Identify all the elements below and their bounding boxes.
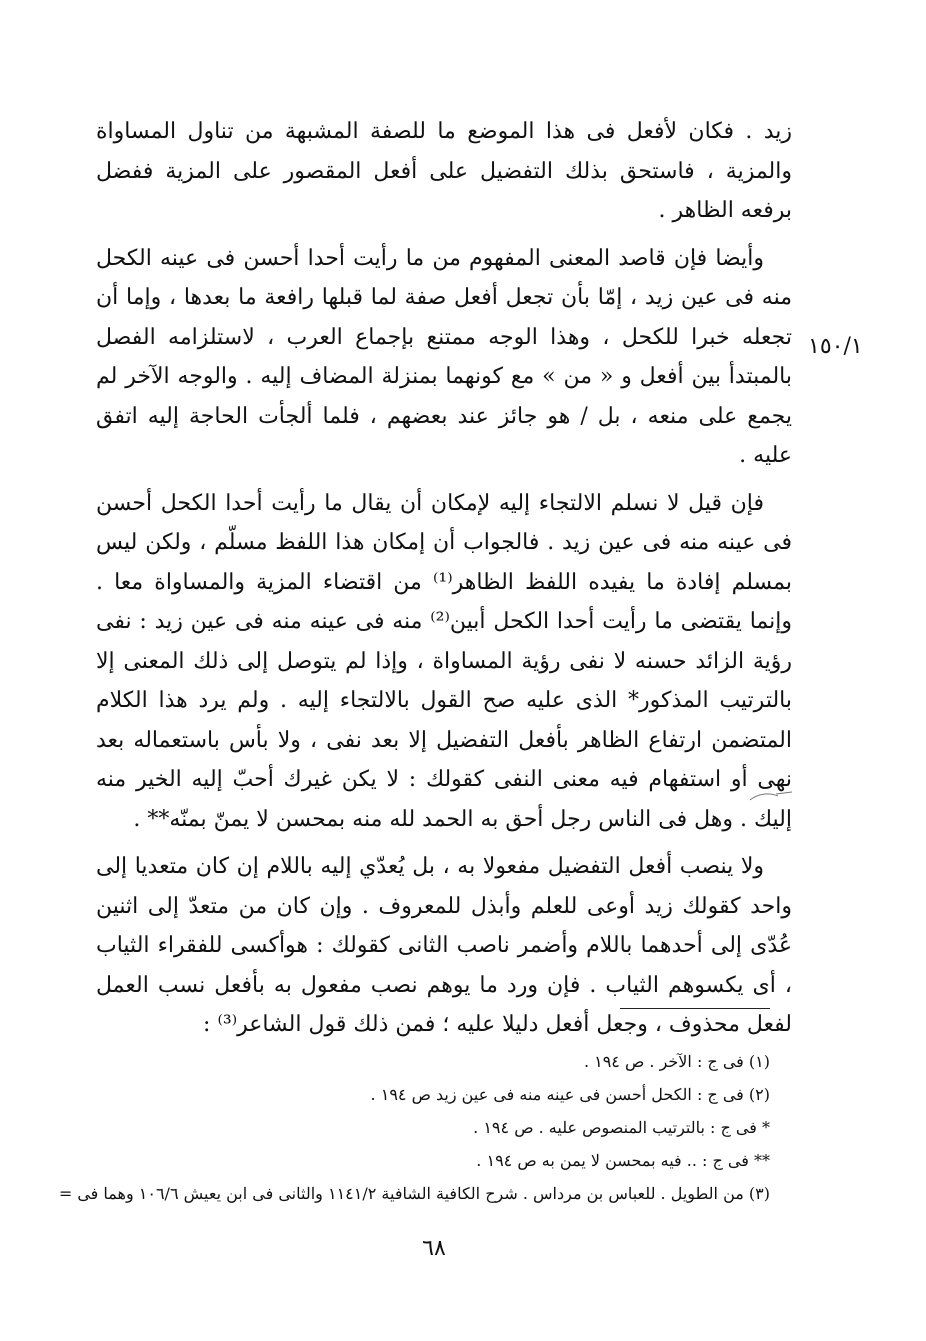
footnote-star: * فى ج : بالترتيب المنصوص عليه . ص ١٩٤ . <box>473 1118 770 1137</box>
footnote-1: (١) فى ج : الآخر . ص ١٩٤ . <box>583 1052 770 1071</box>
main-text <box>96 112 792 1045</box>
footnote-divider <box>620 1008 770 1009</box>
paragraph-2: وأيضا فإن قاصد المعنى المفهوم من ما رأيت أحدا أحسن فى عينه الكحل منه فى عين زيد ، إمّا بأن تجعل أفعل صفة لما قبلها رافعة ما بعدها ، وإما أن تجعله خبرا للكحل ، وهذا الوجه ممتنع بإجماع العرب ، لاستلزامه الفصل بالمبتدأ بين أفعل و « من » مع كونهما بمنزلة المضاف إليه . والوجه الآخر لم يجمع على منعه ، بل / هو جائز عند بعضهم ، فلما ألجأت الحاجة إليه اتفق عليه . <box>96 245 792 468</box>
paragraph-1: زيد . فكان لأفعل فى هذا الموضع ما للصفة المشبهة من تناول المساواة والمزية ، فاستحق بذلك التفضيل على أفعل المقصور على المزية ففضل برفعه الظاهر . <box>96 119 792 223</box>
margin-folio-note: ١٥٠/١ <box>808 334 863 359</box>
footnote-double-star: ** فى ج : .. فيه بمحسن لا يمن به ص ١٩٤ . <box>476 1151 770 1170</box>
paragraph-3: فإن قيل لا نسلم الالتجاء إليه لإمكان أن يقال ما رأيت أحدا الكحل أحسن فى عينه منه فى عين زيد . فالجواب أن إمكان هذا اللفظ مسلّم ، ولكن ليس بمسلم إفادة ما يفيده اللفظ الظاهر⁽¹⁾ من اقتضاء المزية والمساواة معا . وإنما يقتضى ما رأيت أحدا الكحل أبين⁽²⁾ منه فى عينه منه فى عين زيد : نفى رؤية الزائد حسنه لا نفى رؤية المساواة ، وإذا لم يتوصل إلى ذلك المعنى إلا بالترتيب المذكور* الذى عليه صح القول بالالتجاء إليه . ولم يرد هذا الكلام المتضمن ارتفاع الظاهر بأفعل التفضيل إلا بعد نفى ، ولا بأس باستعماله بعد نهى أو استفهام فيه معنى النفى كقولك : لا يكن غيرك أحبّ إليه الخير منه إليك . وهل فى الناس رجل أحق به الحمد لله منه بمحسن لا يمنّ بمنّه** . <box>96 490 792 832</box>
page-number: ٦٨ <box>422 1236 446 1261</box>
handwritten-pen-mark-icon <box>748 788 794 810</box>
footnote-3: (٣) من الطويل . للعباس بن مرداس . شرح الكافية الشافية ١١٤١/٢ والثانى فى ابن يعيش ١٠٦/٦ وهما فى = <box>58 1184 770 1203</box>
footnote-2: (٢) فى ج : الكحل أحسن فى عينه منه فى عين زيد ص ١٩٤ . <box>370 1085 770 1104</box>
paragraph-4: ولا ينصب أفعل التفضيل مفعولا به ، بل يُعدّي إليه باللام إن كان متعديا إلى واحد كقولك زيد أوعى للعلم وأبذل للمعروف . وإن كان من متعدّ إلى اثنين عُدّى إلى أحدهما باللام وأضمر ناصب الثانى كقولك : هوأكسى للفقراء الثياب ، أى يكسوهم الثياب . فإن ورد ما يوهم نصب مفعول به بأفعل نسب العمل لفعل محذوف ، وجعل أفعل دليلا عليه ؛ فمن ذلك قول الشاعر⁽³⁾ : <box>96 854 792 1037</box>
footnotes <box>58 1045 770 1210</box>
